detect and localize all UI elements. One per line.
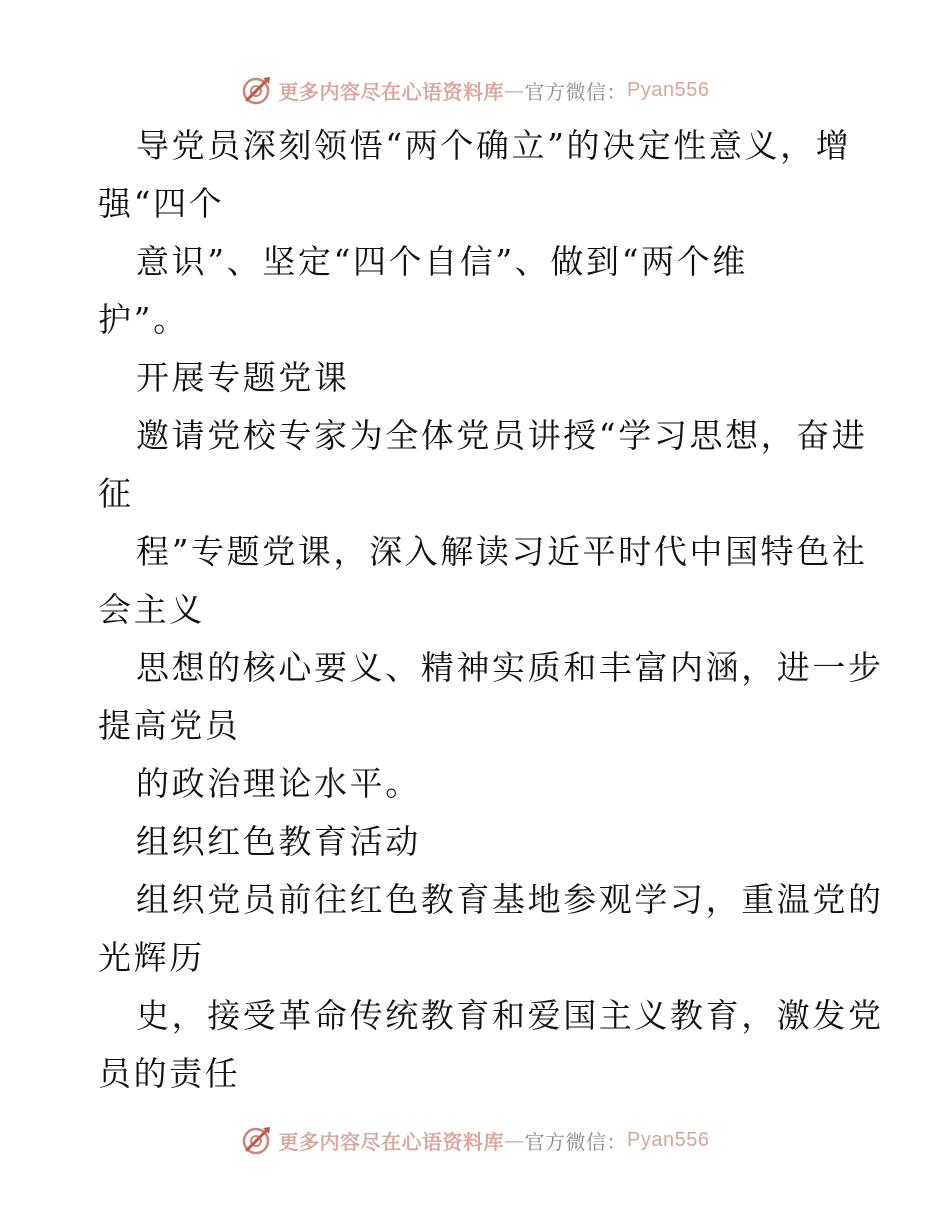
text-line: 光辉历 <box>98 938 205 977</box>
body-text <box>98 117 884 1103</box>
banner-wechat-label: 官方微信： <box>524 79 628 104</box>
text-line: 思想的核心要义、精神实质和丰富内涵，进一步 <box>136 648 884 687</box>
text-line: 组织党员前往红色教育基地参观学习，重温党的 <box>136 880 884 919</box>
banner-wechat-label: 官方微信： <box>524 1129 628 1154</box>
text-line: 员的责任 <box>98 1054 241 1093</box>
text-line: 强“四个 <box>98 184 225 223</box>
text-line: 会主义 <box>98 590 205 629</box>
brand-logo-icon <box>241 74 273 106</box>
banner-dash: — <box>504 1128 525 1152</box>
banner-wechat-id: Pyan556 <box>627 1128 710 1151</box>
footer-banner-text <box>279 1126 710 1155</box>
text-line: 导党员深刻领悟“两个确立”的决定性意义，增 <box>136 126 852 165</box>
header-banner <box>0 70 950 110</box>
text-line: 征 <box>98 474 134 513</box>
brand-logo-icon <box>241 1124 273 1156</box>
banner-main-text: 更多内容尽在心语资料库 <box>278 1129 505 1154</box>
text-line: 的政治理论水平。 <box>136 764 421 803</box>
text-line: 邀请党校专家为全体党员讲授“学习思想，奋进 <box>136 416 868 455</box>
header-banner-text <box>279 76 710 105</box>
banner-main-text: 更多内容尽在心语资料库 <box>278 79 505 104</box>
text-line: 程”专题党课，深入解读习近平时代中国特色社 <box>136 532 868 571</box>
section-heading: 开展专题党课 <box>136 358 350 397</box>
text-line: 意识”、坚定“四个自信”、做到“两个维 <box>136 242 748 281</box>
section-heading: 组织红色教育活动 <box>136 822 421 861</box>
text-line: 史，接受革命传统教育和爱国主义教育，激发党 <box>136 996 884 1035</box>
banner-wechat-id: Pyan556 <box>627 78 710 101</box>
footer-banner <box>0 1120 950 1160</box>
banner-dash: — <box>504 78 525 102</box>
text-line: 护”。 <box>98 300 189 339</box>
text-line: 提高党员 <box>98 706 241 745</box>
